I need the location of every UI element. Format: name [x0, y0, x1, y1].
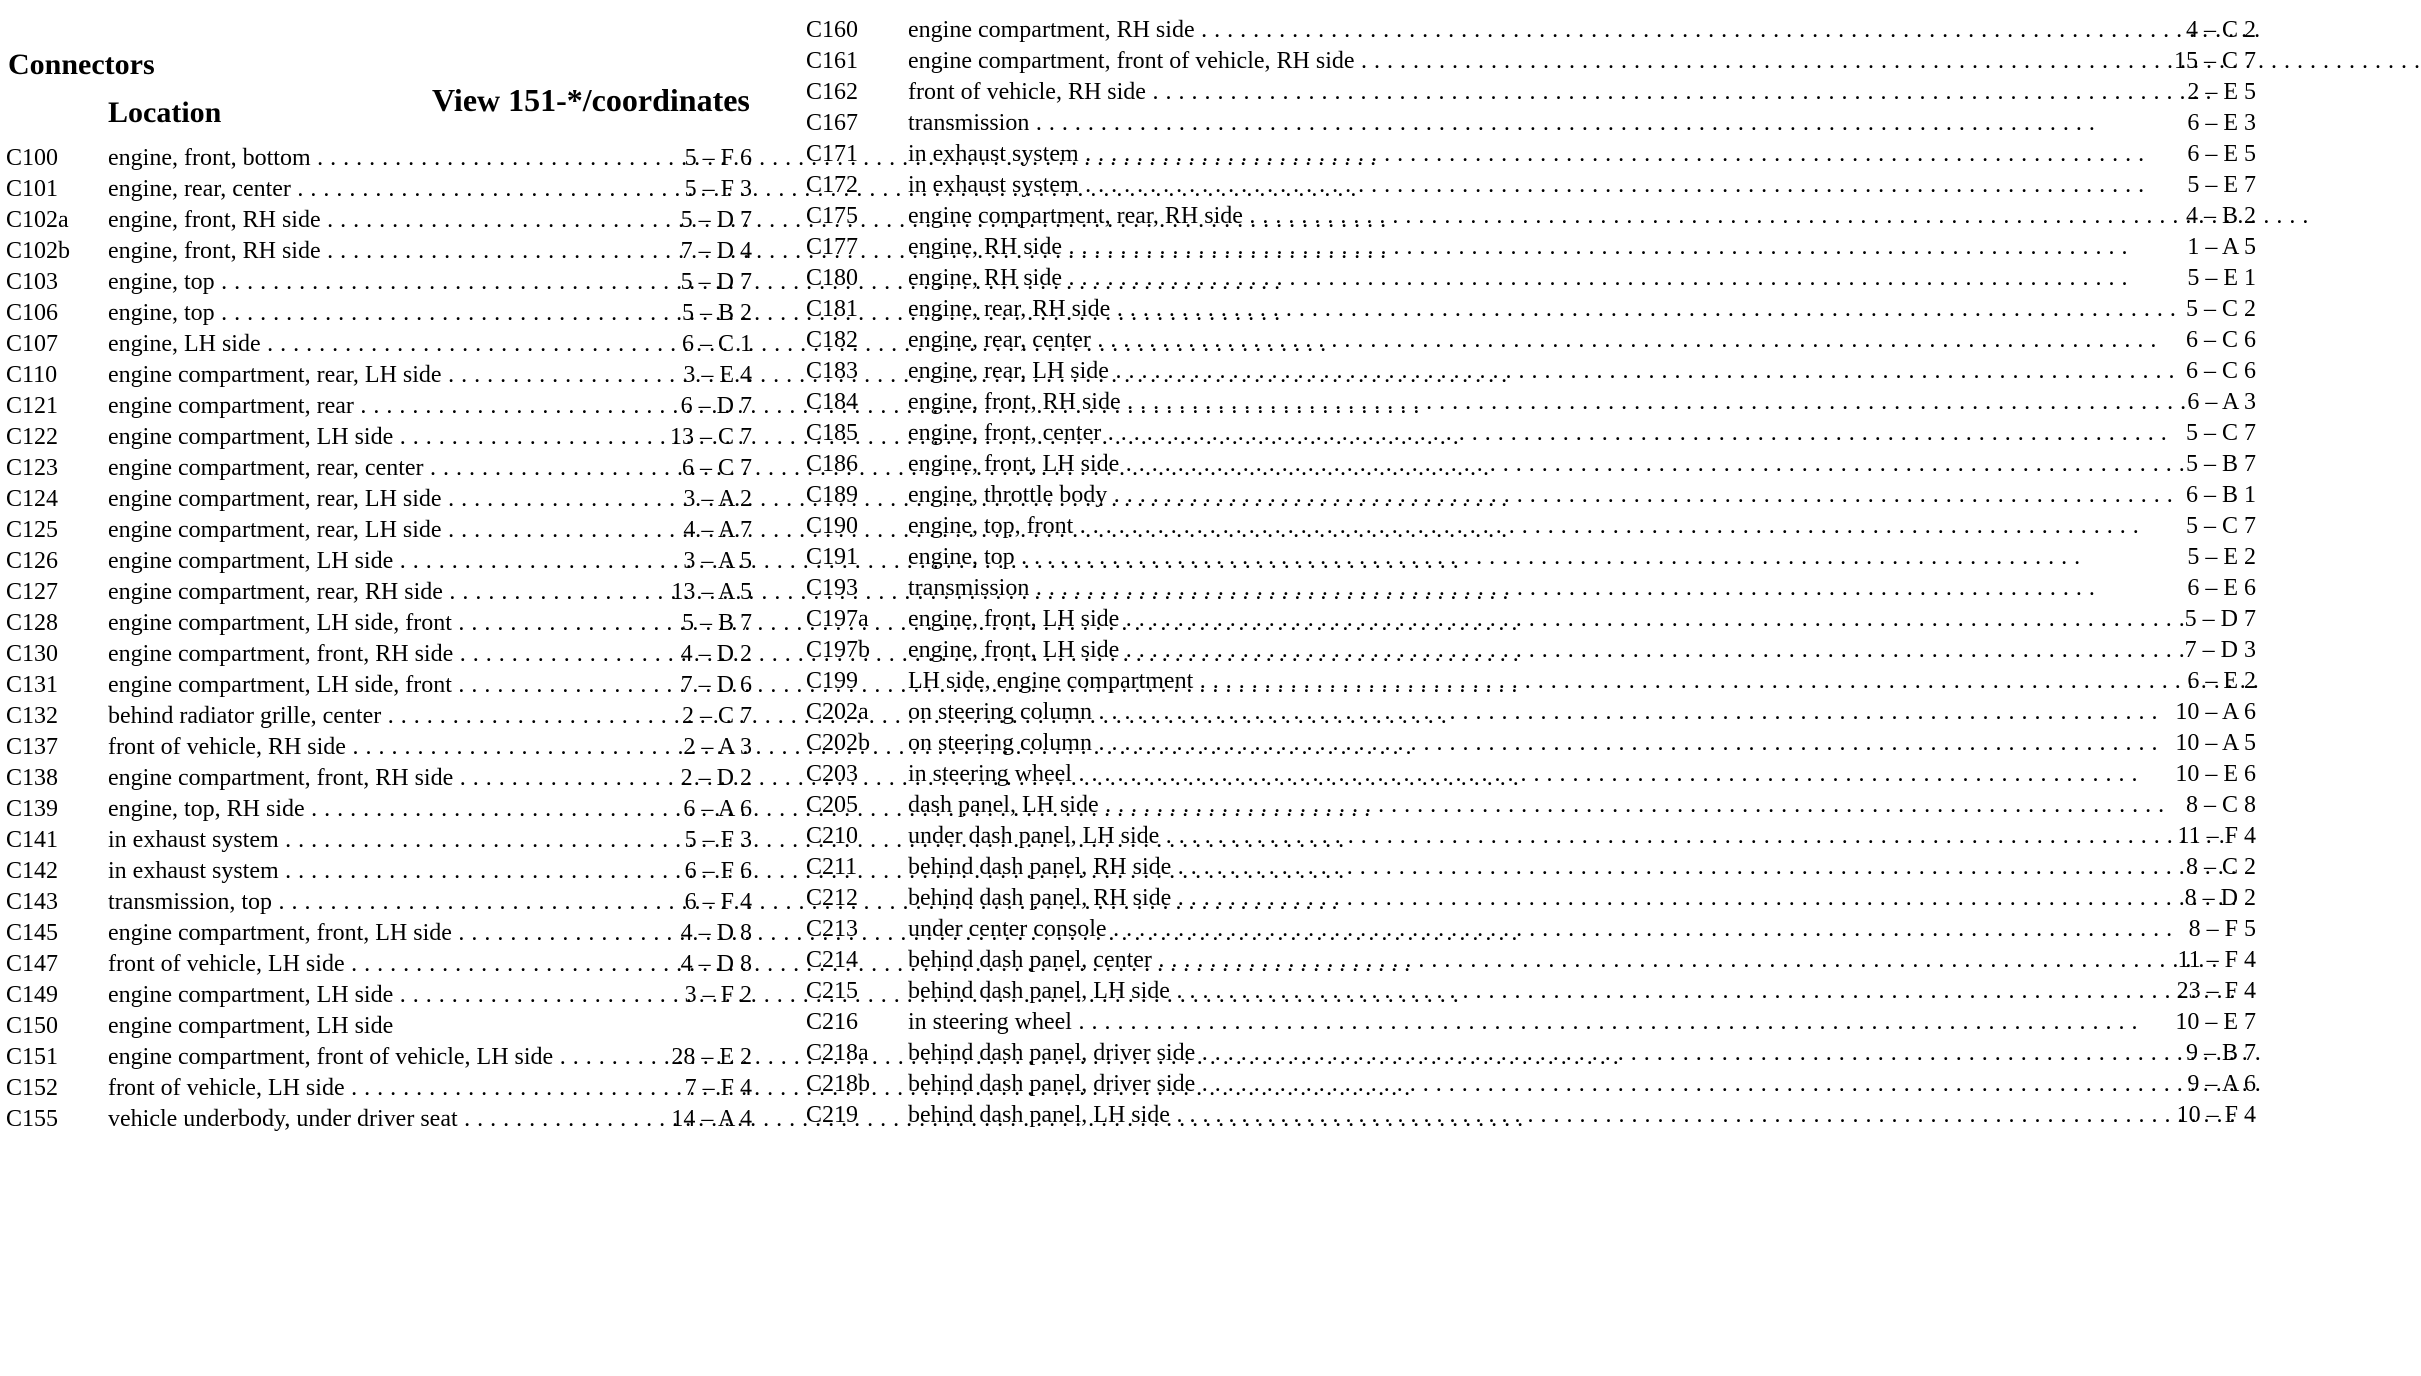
connector-location: behind radiator grille, center . . . — [108, 701, 640, 732]
connector-location: engine compartment, rear, center . . . — [108, 453, 640, 484]
connector-id: C145 — [6, 920, 59, 946]
connector-view-coordinates: 13 – C 7 — [669, 424, 752, 450]
connector-view-coordinates: 1 – A 5 — [2187, 234, 2256, 260]
connector-view-coordinates: 10 – E 6 — [2175, 761, 2256, 787]
connector-id: C197a — [806, 606, 869, 632]
connector-location: behind dash panel, center . . . — [908, 945, 1440, 976]
connector-location: engine compartment, LH side . . . — [108, 546, 640, 577]
connector-id: C149 — [6, 982, 59, 1008]
connector-location: engine, throttle body . . . — [908, 480, 1440, 511]
connector-location: under center console . . . — [908, 914, 1440, 945]
connector-view-coordinates: 5 – C 7 — [2185, 513, 2256, 539]
connector-view-coordinates: 3 – F 2 — [684, 982, 752, 1008]
section-title: Connectors — [8, 48, 155, 81]
connector-view-coordinates: 5 – C 7 — [2185, 420, 2256, 446]
connector-location: engine, top . . . — [108, 298, 640, 329]
connector-location: engine, rear, RH side . . . — [908, 294, 1440, 325]
connector-location: on steering column . . . — [908, 697, 1440, 728]
connector-location: engine, top . . . — [108, 267, 640, 298]
connector-location: LH side, engine compartment . . . — [908, 666, 1440, 697]
connector-view-coordinates: 6 – C 6 — [2185, 358, 2256, 384]
connector-id: C215 — [806, 978, 859, 1004]
connector-view-coordinates: 4 – D 8 — [680, 920, 752, 946]
connector-location: engine, front, center . . . — [908, 418, 1440, 449]
connector-id: C139 — [6, 796, 59, 822]
connector-view-coordinates: 4 – C 2 — [2185, 17, 2256, 43]
connector-view-coordinates: 7 – F 4 — [684, 1075, 752, 1101]
connector-location: engine, rear, center . . . — [908, 325, 1440, 356]
connector-location: engine compartment, rear, RH side . . . — [908, 201, 1440, 232]
connector-view-coordinates: 5 – F 6 — [684, 145, 752, 171]
connector-id: C110 — [6, 362, 58, 388]
connector-view-coordinates: 4 – B 2 — [2185, 203, 2256, 229]
connector-location: engine compartment, LH side . . . — [108, 980, 640, 1011]
connector-view-coordinates: 5 – B 7 — [2185, 451, 2256, 477]
connector-id: C160 — [806, 17, 859, 43]
connector-location: behind dash panel, RH side . . . — [908, 883, 1440, 914]
connector-view-coordinates: 6 – B 1 — [2185, 482, 2256, 508]
connector-location: engine, top, front . . . — [908, 511, 1440, 542]
connector-location: engine compartment, LH side, front . . . — [108, 670, 640, 701]
connector-id: C172 — [806, 172, 859, 198]
connector-id: C193 — [806, 575, 859, 601]
connector-view-coordinates: 5 – D 7 — [680, 269, 752, 295]
connector-location: engine compartment, LH side . . . — [108, 422, 640, 453]
connector-id: C121 — [6, 393, 59, 419]
connector-location: vehicle underbody, under driver seat . . . — [108, 1104, 640, 1135]
connector-location: engine compartment, front of vehicle, LH side . . . — [108, 1042, 640, 1073]
connector-id: C171 — [806, 141, 859, 167]
connector-id: C142 — [6, 858, 59, 884]
connector-id: C214 — [806, 947, 859, 973]
connector-view-coordinates: 5 – F 3 — [684, 827, 752, 853]
connector-view-coordinates: 23 – F 4 — [2176, 978, 2256, 1004]
connector-id: C147 — [6, 951, 59, 977]
connector-view-coordinates: 28 – E 2 — [671, 1044, 752, 1070]
connector-id: C212 — [806, 885, 859, 911]
connector-id: C213 — [806, 916, 859, 942]
connector-view-coordinates: 3 – A 2 — [683, 486, 752, 512]
connector-view-coordinates: 10 – A 6 — [2175, 699, 2256, 725]
connector-id: C219 — [806, 1102, 859, 1128]
connector-location: engine, front, RH side . . . — [108, 205, 640, 236]
connector-view-coordinates: 10 – E 7 — [2175, 1009, 2256, 1035]
connector-view-coordinates: 6 – A 3 — [2187, 389, 2256, 415]
connector-view-coordinates: 7 – D 6 — [680, 672, 752, 698]
connector-location: transmission . . . — [908, 108, 1440, 139]
connector-id: C202b — [806, 730, 871, 756]
connector-location: front of vehicle, RH side . . . — [108, 732, 640, 763]
connector-location: engine, LH side . . . — [108, 329, 640, 360]
connector-view-coordinates: 5 – E 7 — [2187, 172, 2256, 198]
connector-view-coordinates: 6 – C 7 — [681, 455, 752, 481]
connector-id: C197b — [806, 637, 871, 663]
connector-id: C203 — [806, 761, 859, 787]
connector-view-coordinates: 2 – D 2 — [680, 765, 752, 791]
connector-id: C175 — [806, 203, 859, 229]
connector-location: behind dash panel, RH side . . . — [908, 852, 1440, 883]
connector-id: C202a — [806, 699, 869, 725]
connector-id: C190 — [806, 513, 859, 539]
connector-view-coordinates: 4 – A 7 — [683, 517, 752, 543]
connector-id: C151 — [6, 1044, 59, 1070]
connector-view-coordinates: 6 – E 3 — [2187, 110, 2256, 136]
connector-location: engine, top, RH side . . . — [108, 794, 640, 825]
connector-location: dash panel, LH side . . . — [908, 790, 1440, 821]
connector-id: C127 — [6, 579, 59, 605]
connector-view-coordinates: 4 – D 2 — [680, 641, 752, 667]
view-column-header: View 151-*/coordinates — [432, 82, 750, 118]
connector-id: C182 — [806, 327, 859, 353]
connector-view-coordinates: 5 – B 2 — [681, 300, 752, 326]
connector-location: engine compartment, rear . . . — [108, 391, 640, 422]
connector-location: engine, RH side . . . — [908, 263, 1440, 294]
connector-id: C216 — [806, 1009, 859, 1035]
connector-view-coordinates: 6 – F 6 — [684, 858, 752, 884]
connector-location: on steering column . . . — [908, 728, 1440, 759]
connector-view-coordinates: 5 – B 7 — [681, 610, 752, 636]
connector-id: C100 — [6, 145, 59, 171]
connector-view-coordinates: 5 – E 2 — [2187, 544, 2256, 570]
connector-location: under dash panel, LH side . . . — [908, 821, 1440, 852]
connector-view-coordinates: 2 – A 3 — [683, 734, 752, 760]
connector-id: C128 — [6, 610, 59, 636]
connector-view-coordinates: 10 – F 4 — [2176, 1102, 2256, 1128]
connector-location: engine compartment, front, RH side . . . — [108, 763, 640, 794]
connector-view-coordinates: 6 – E 5 — [2187, 141, 2256, 167]
connector-view-coordinates: 8 – C 8 — [2185, 792, 2256, 818]
connector-id: C102a — [6, 207, 69, 233]
connector-location: front of vehicle, LH side . . . — [108, 949, 640, 980]
connector-view-coordinates: 2 – E 5 — [2187, 79, 2256, 105]
connector-location: engine compartment, rear, LH side . . . — [108, 484, 640, 515]
connector-id: C101 — [6, 176, 59, 202]
connector-view-coordinates: 11 – F 4 — [2177, 823, 2256, 849]
connector-view-coordinates: 6 – D 7 — [680, 393, 752, 419]
connector-location: engine compartment, rear, RH side . . . — [108, 577, 640, 608]
connector-id: C150 — [6, 1013, 59, 1039]
connector-id: C102b — [6, 238, 71, 264]
connector-location: behind dash panel, LH side . . . — [908, 976, 1440, 1007]
connector-id: C210 — [806, 823, 859, 849]
connector-id: C181 — [806, 296, 859, 322]
connector-id: C124 — [6, 486, 59, 512]
connector-view-coordinates: 3 – E 4 — [683, 362, 752, 388]
connector-location: in steering wheel . . . — [908, 1007, 1440, 1038]
connector-id: C162 — [806, 79, 859, 105]
connector-id: C132 — [6, 703, 59, 729]
connector-id: C177 — [806, 234, 859, 260]
connector-location: in exhaust system . . . — [908, 139, 1440, 170]
connector-id: C122 — [6, 424, 59, 450]
connector-id: C184 — [806, 389, 859, 415]
connector-view-coordinates: 6 – E 6 — [2187, 575, 2256, 601]
connector-location: engine, front, LH side . . . — [908, 635, 1440, 666]
connector-location: engine, front, LH side . . . — [908, 449, 1440, 480]
connector-id: C130 — [6, 641, 59, 667]
connector-id: C167 — [806, 110, 859, 136]
connector-id: C185 — [806, 420, 859, 446]
connector-view-coordinates: 9 – A 6 — [2187, 1071, 2256, 1097]
connector-location: engine, top . . . — [908, 542, 1440, 573]
connector-location: engine, rear, center . . . — [108, 174, 640, 205]
connector-id: C131 — [6, 672, 59, 698]
connector-id: C141 — [6, 827, 59, 853]
connector-id: C191 — [806, 544, 859, 570]
connector-id: C211 — [806, 854, 858, 880]
connector-location: behind dash panel, driver side . . . — [908, 1069, 1440, 1100]
connector-view-coordinates: 8 – F 5 — [2188, 916, 2256, 942]
connector-location: in exhaust system . . . — [908, 170, 1440, 201]
connector-location: engine compartment, rear, LH side . . . — [108, 515, 640, 546]
connector-id: C152 — [6, 1075, 59, 1101]
connector-view-coordinates: 13 – A 5 — [671, 579, 752, 605]
connector-view-coordinates: 8 – D 2 — [2184, 885, 2256, 911]
connector-view-coordinates: 7 – D 4 — [680, 238, 752, 264]
connector-id: C126 — [6, 548, 59, 574]
connector-view-coordinates: 5 – D 7 — [680, 207, 752, 233]
connector-location: engine compartment, LH side — [108, 1013, 394, 1039]
connector-id: C137 — [6, 734, 59, 760]
connector-view-coordinates: 9 – B 7 — [2185, 1040, 2256, 1066]
connector-location: front of vehicle, LH side . . . — [108, 1073, 640, 1104]
connector-view-coordinates: 6 – A 6 — [683, 796, 752, 822]
connector-view-coordinates: 7 – D 3 — [2184, 637, 2256, 663]
connector-view-coordinates: 2 – C 7 — [681, 703, 752, 729]
connector-view-coordinates: 8 – C 2 — [2185, 854, 2256, 880]
connector-location: engine compartment, LH side, front . . . — [108, 608, 640, 639]
connector-view-coordinates: 5 – E 1 — [2187, 265, 2256, 291]
connector-view-coordinates: 5 – F 3 — [684, 176, 752, 202]
connector-id: C186 — [806, 451, 859, 477]
connector-id: C138 — [6, 765, 59, 791]
connector-location: engine, front, bottom . . . — [108, 143, 640, 174]
connector-location: behind dash panel, driver side . . . — [908, 1038, 1440, 1069]
connector-view-coordinates: 6 – F 4 — [684, 889, 752, 915]
connector-id: C218b — [806, 1071, 871, 1097]
connector-id: C125 — [6, 517, 59, 543]
connector-id: C161 — [806, 48, 859, 74]
connector-location: engine compartment, RH side . . . — [908, 15, 1440, 46]
connector-location: engine compartment, front, RH side . . . — [108, 639, 640, 670]
connector-id: C218a — [806, 1040, 869, 1066]
connector-view-coordinates: 11 – F 4 — [2177, 947, 2256, 973]
connector-view-coordinates: 5 – C 2 — [2185, 296, 2256, 322]
connector-view-coordinates: 6 – E 2 — [2187, 668, 2256, 694]
connector-view-coordinates: 5 – D 7 — [2184, 606, 2256, 632]
connector-view-coordinates: 15 – C 7 — [2173, 48, 2256, 74]
connector-location: engine, front, RH side . . . — [908, 387, 1440, 418]
connector-view-coordinates: 14 – A 4 — [671, 1106, 752, 1132]
connector-location: behind dash panel, LH side . . . — [908, 1100, 1440, 1131]
connector-id: C106 — [6, 300, 59, 326]
connector-location: transmission, top . . . — [108, 887, 640, 918]
connector-view-coordinates: 6 – C 6 — [2185, 327, 2256, 353]
connector-location: engine compartment, rear, LH side . . . — [108, 360, 640, 391]
connector-view-coordinates: 6 – C 1 — [681, 331, 752, 357]
connector-view-coordinates: 3 – A 5 — [683, 548, 752, 574]
connector-id: C189 — [806, 482, 859, 508]
connector-id: C199 — [806, 668, 859, 694]
connector-location: engine, rear, LH side . . . — [908, 356, 1440, 387]
connector-location: engine, RH side . . . — [908, 232, 1440, 263]
connector-id: C180 — [806, 265, 859, 291]
location-column-header: Location — [108, 96, 222, 129]
connector-location: in exhaust system . . . — [108, 825, 640, 856]
connector-id: C183 — [806, 358, 859, 384]
connector-id: C123 — [6, 455, 59, 481]
connector-location: in exhaust system . . . — [108, 856, 640, 887]
connector-location: engine compartment, front, LH side . . . — [108, 918, 640, 949]
connector-location: engine, front, LH side . . . — [908, 604, 1440, 635]
connector-location: in steering wheel . . . — [908, 759, 1440, 790]
connector-id: C155 — [6, 1106, 59, 1132]
connector-view-coordinates: 4 – D 8 — [680, 951, 752, 977]
connector-id: C103 — [6, 269, 59, 295]
connector-location: transmission . . . — [908, 573, 1440, 604]
connector-location: engine compartment, front of vehicle, RH side . . . — [908, 46, 1440, 77]
connector-id: C143 — [6, 889, 59, 915]
connector-id: C205 — [806, 792, 859, 818]
connector-id: C107 — [6, 331, 59, 357]
connector-view-coordinates: 10 – A 5 — [2175, 730, 2256, 756]
connector-location: front of vehicle, RH side . . . — [908, 77, 1440, 108]
connector-location: engine, front, RH side . . . — [108, 236, 640, 267]
